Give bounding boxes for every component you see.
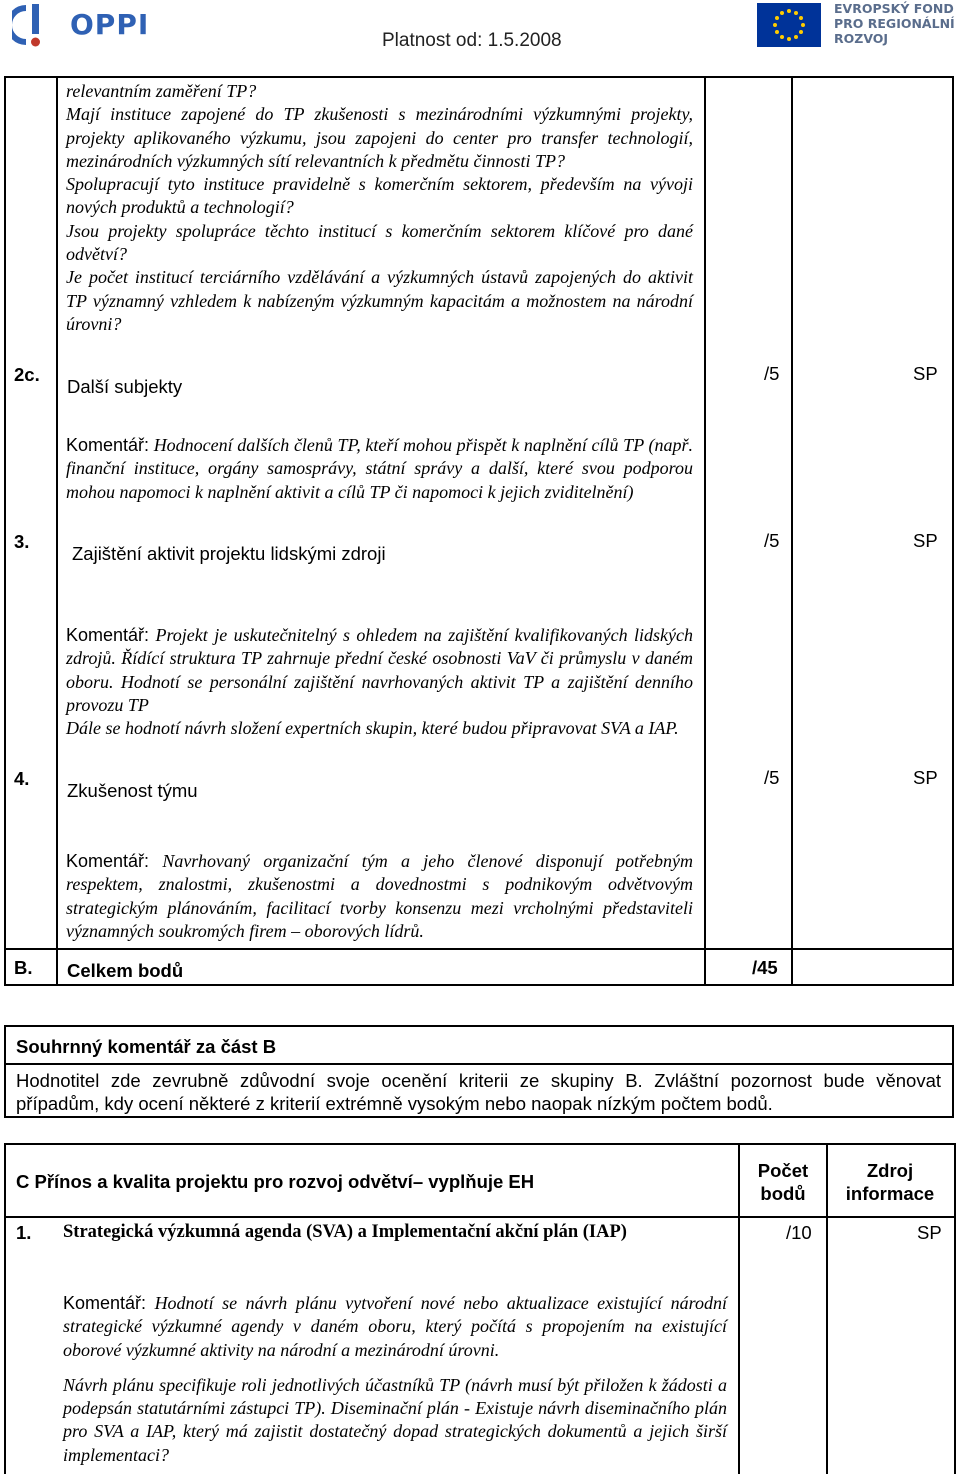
question-2: Mají instituce zapojené do TP zkušenosti s mezinárodními výzkumnými projekty, projekty aplikovaného výzkumu, jsou zapojeni do center pro transfer technologií, mezinárodních výzkumných sítí relevantních k předmětu činnosti TP? [66, 104, 693, 171]
comment-text: Projekt je uskutečnitelný s ohledem na zajištění kvalifikovaných lidských zdrojů. Řídící struktura TP zahrnuje přední české osobnosti VaV či průmyslu v daném oboru. Hodnotí se personální zajištění navrhovaných aktivit TP a zajištění denního provozu TP [66, 625, 693, 715]
summary-title: Souhrnný komentář za část B [16, 1036, 277, 1057]
summary-text: Hodnotitel zde zevrubně zdůvodní svoje ocenění kriterii ze skupiny B. Zvláštní pozornost bude věnovat případům, kdy ocení některé z kriterií extrémně vysokým nebo naopak nízkým počtem bodů. [16, 1070, 941, 1114]
eu-stars-icon [757, 3, 821, 47]
comment-text-2: Dále se hodnotí návrh složení expertních skupin, které budou připravovat SVA a IAP. [66, 718, 679, 739]
row-title: Zkušenost týmu [67, 780, 198, 801]
eu-fund-text [834, 1, 955, 46]
question-list [66, 80, 693, 336]
eu-line-2: PRO REGIONÁLNÍ [834, 16, 955, 31]
row-source: SP [913, 767, 938, 788]
oppi-logo-text: OPPI [70, 8, 150, 41]
question-5: Je počet institucí terciárního vzdělávání a výzkumných ústavů zapojených do aktivit TP významný vzhledem k nabízeným výzkumným kapacitám a možnostem na národní úrovni? [66, 267, 693, 334]
row-score: /10 [786, 1222, 812, 1243]
total-score: /45 [752, 957, 778, 978]
col-points-header: Počet bodů [757, 1160, 809, 1204]
eu-flag [757, 3, 821, 47]
oppi-logo [12, 2, 162, 48]
comment-text: Hodnocení dalších členů TP, kteří mohou přispět k naplnění cílů TP (např. finanční instituce, orgány samosprávy, státní správy a další, které svou podporou mohou napomoci k naplnění aktivit a cílů TP či napomoci k jejich zviditelnění) [66, 435, 693, 502]
question-4: Jsou projekty spolupráce těchto institucí s komerčním sektorem klíčové pro dané odvětví? [66, 220, 693, 265]
col-source-header: Zdroj informace [845, 1160, 935, 1204]
row-source: SP [917, 1222, 942, 1243]
row-comment [66, 434, 693, 504]
row-number: 4. [14, 768, 30, 789]
question-1: relevantním zaměření TP? [66, 81, 257, 101]
row-score: /5 [764, 530, 780, 551]
total-number: B. [14, 957, 33, 978]
comment-label: Komentář: [66, 435, 150, 455]
comment-text-2: Návrh plánu specifikuje roli jednotlivých účastníků TP (návrh musí být přiložen k žádosti a podepsán statutárními zástupci TP). Diseminační plán - Existuje návrh diseminačního plán pro SVA a IAP, který má zajistit dostatečný dopad strategických dokumentů a jejich širší implementaci? [63, 1374, 727, 1465]
row-comment [63, 1292, 727, 1467]
comment-text: Hodnotí se návrh plánu vytvoření nové nebo aktualizace existující národní strategické výzkumné agendy v daném oboru, který počítá s propojením na existující oborové výzkumné aktivity na národní a mezinárodní úrovni. [63, 1293, 728, 1360]
row-title: Další subjekty [67, 376, 183, 397]
oppi-logo-mark [12, 2, 58, 48]
row-title: Strategická výzkumná agenda (SVA) a Implementační akční plán (IAP) [63, 1222, 627, 1242]
total-title: Celkem bodů [67, 960, 184, 981]
eu-line-3: ROZVOJ [834, 31, 889, 46]
comment-text: Navrhovaný organizační tým a jeho členové disponují potřebným respektem, znalostmi, zkušenostmi a dovednostmi s podnikovým odvětvovým strategickým plánováním, facilitací tvorby konsenzu mezi vrcholnými představiteli významných soukromých firem – oborových lídrů. [66, 851, 694, 941]
row-number: 3. [14, 531, 30, 552]
row-comment [66, 624, 693, 740]
row-title: Zajištění aktivit projektu lidskými zdroji [72, 543, 386, 564]
row-score: /5 [764, 767, 780, 788]
row-source: SP [913, 363, 938, 384]
comment-label: Komentář: [66, 851, 150, 871]
row-comment [66, 850, 693, 943]
comment-label: Komentář: [66, 625, 150, 645]
comment-label: Komentář: [63, 1293, 147, 1313]
question-3: Spolupracují tyto instituce pravidelně s komerčním sektorem, především na vývoji nových produktů a technologií? [66, 174, 693, 218]
row-source: SP [913, 530, 938, 551]
section-c-title: C Přínos a kvalita projektu pro rozvoj odvětví– vyplňuje EH [16, 1171, 535, 1192]
row-number: 2c. [14, 364, 40, 385]
validity-date: Platnost od: 1.5.2008 [382, 30, 562, 51]
row-number: 1. [16, 1222, 32, 1243]
row-score: /5 [764, 363, 780, 384]
eu-line-1: EVROPSKÝ FOND [834, 1, 954, 16]
